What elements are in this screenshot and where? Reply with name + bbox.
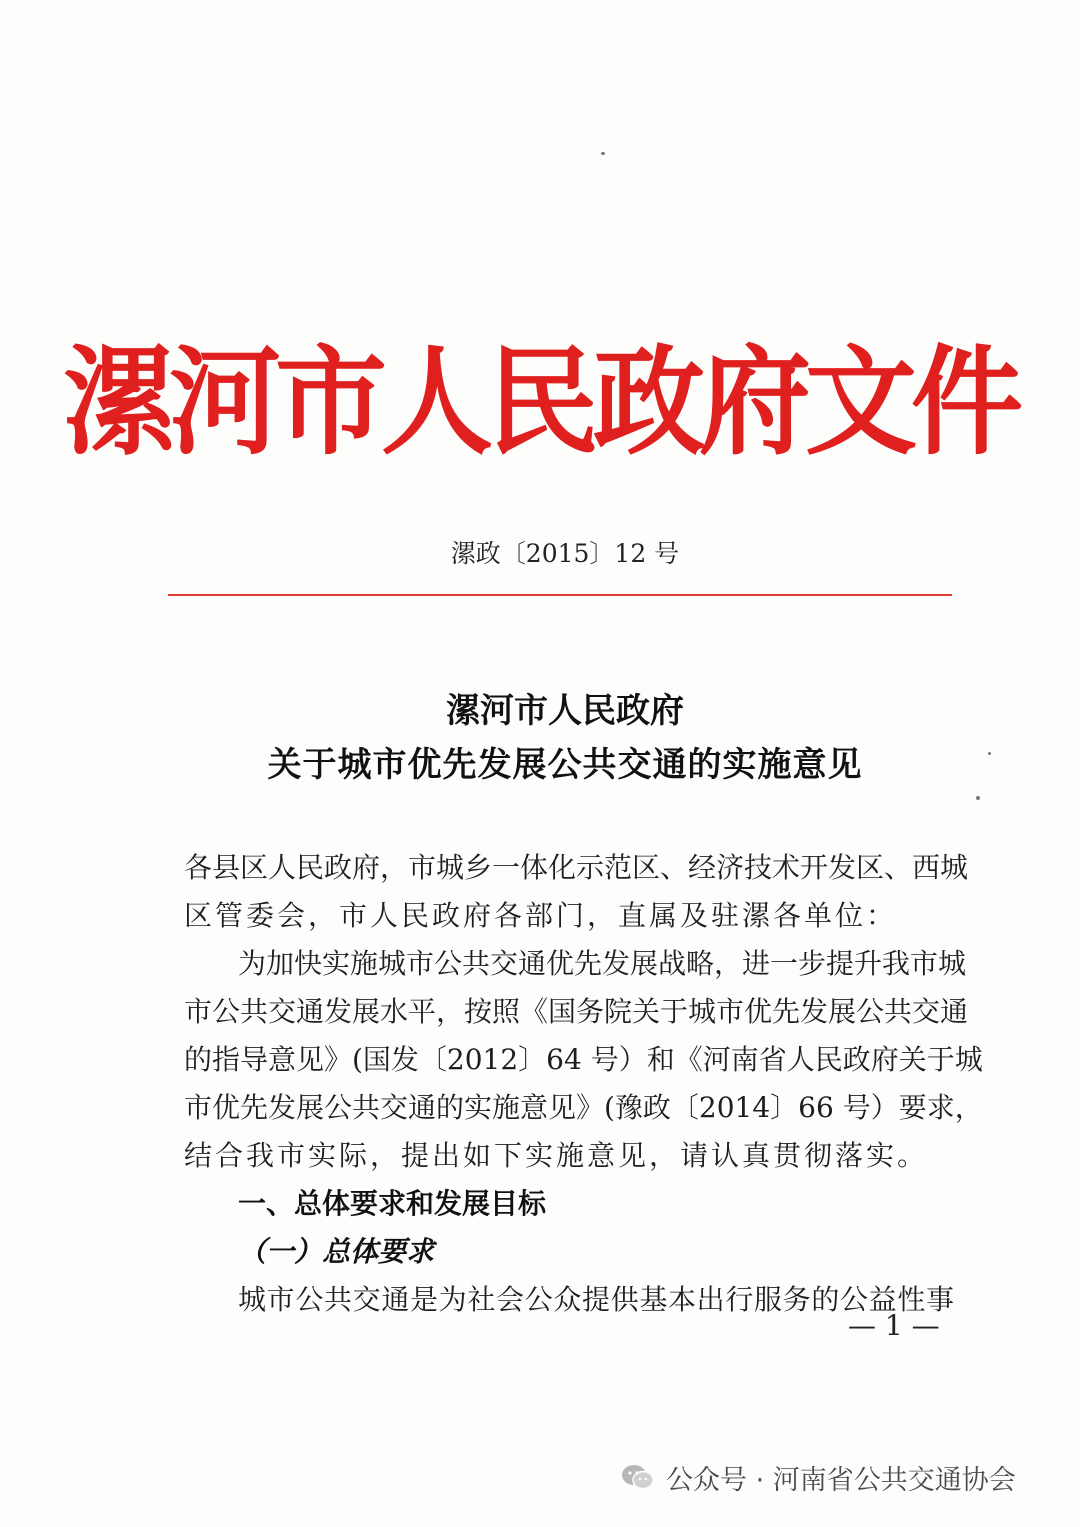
- scan-speck: [601, 152, 605, 155]
- section-heading: 一、总体要求和发展目标: [238, 1187, 547, 1220]
- page-number: — 1 —: [848, 1309, 940, 1342]
- red-divider-line: [168, 594, 952, 596]
- body-line: 为加快实施城市公共交通优先发展战略，进一步提升我市城: [238, 947, 967, 980]
- scan-speck: [976, 796, 980, 800]
- wechat-icon: [620, 1462, 656, 1492]
- body-line: 结合我市实际，提出如下实施意见，请认真贯彻落实。: [184, 1139, 929, 1172]
- body-line: 市优先发展公共交通的实施意见》(豫政〔2014〕66 号）要求，: [184, 1091, 983, 1124]
- body-line: 市公共交通发展水平，按照《国务院关于城市优先发展公共交通: [184, 995, 969, 1028]
- subsection-heading: （一）总体要求: [238, 1235, 435, 1268]
- document-number: 漯政〔2015〕12 号: [450, 539, 680, 568]
- body-line: 城市公共交通是为社会公众提供基本出行服务的公益性事: [238, 1283, 954, 1316]
- account-watermark: [620, 1452, 1016, 1502]
- body-line: 各县区人民政府，市城乡一体化示范区、经济技术开发区、西城: [184, 851, 969, 884]
- body-line: 的指导意见》(国发〔2012〕64 号）和《河南省人民政府关于城: [184, 1043, 983, 1076]
- body-line: 区管委会，市人民政府各部门，直属及驻漯各单位：: [184, 899, 898, 932]
- document-masthead: 漯河市人民政府文件: [63, 333, 1017, 472]
- document-title-line1: 漯河市人民政府: [446, 691, 684, 731]
- document-title-line2: 关于城市优先发展公共交通的实施意见: [267, 745, 863, 785]
- watermark-text: 公众号 · 河南省公共交通协会: [666, 1464, 1016, 1496]
